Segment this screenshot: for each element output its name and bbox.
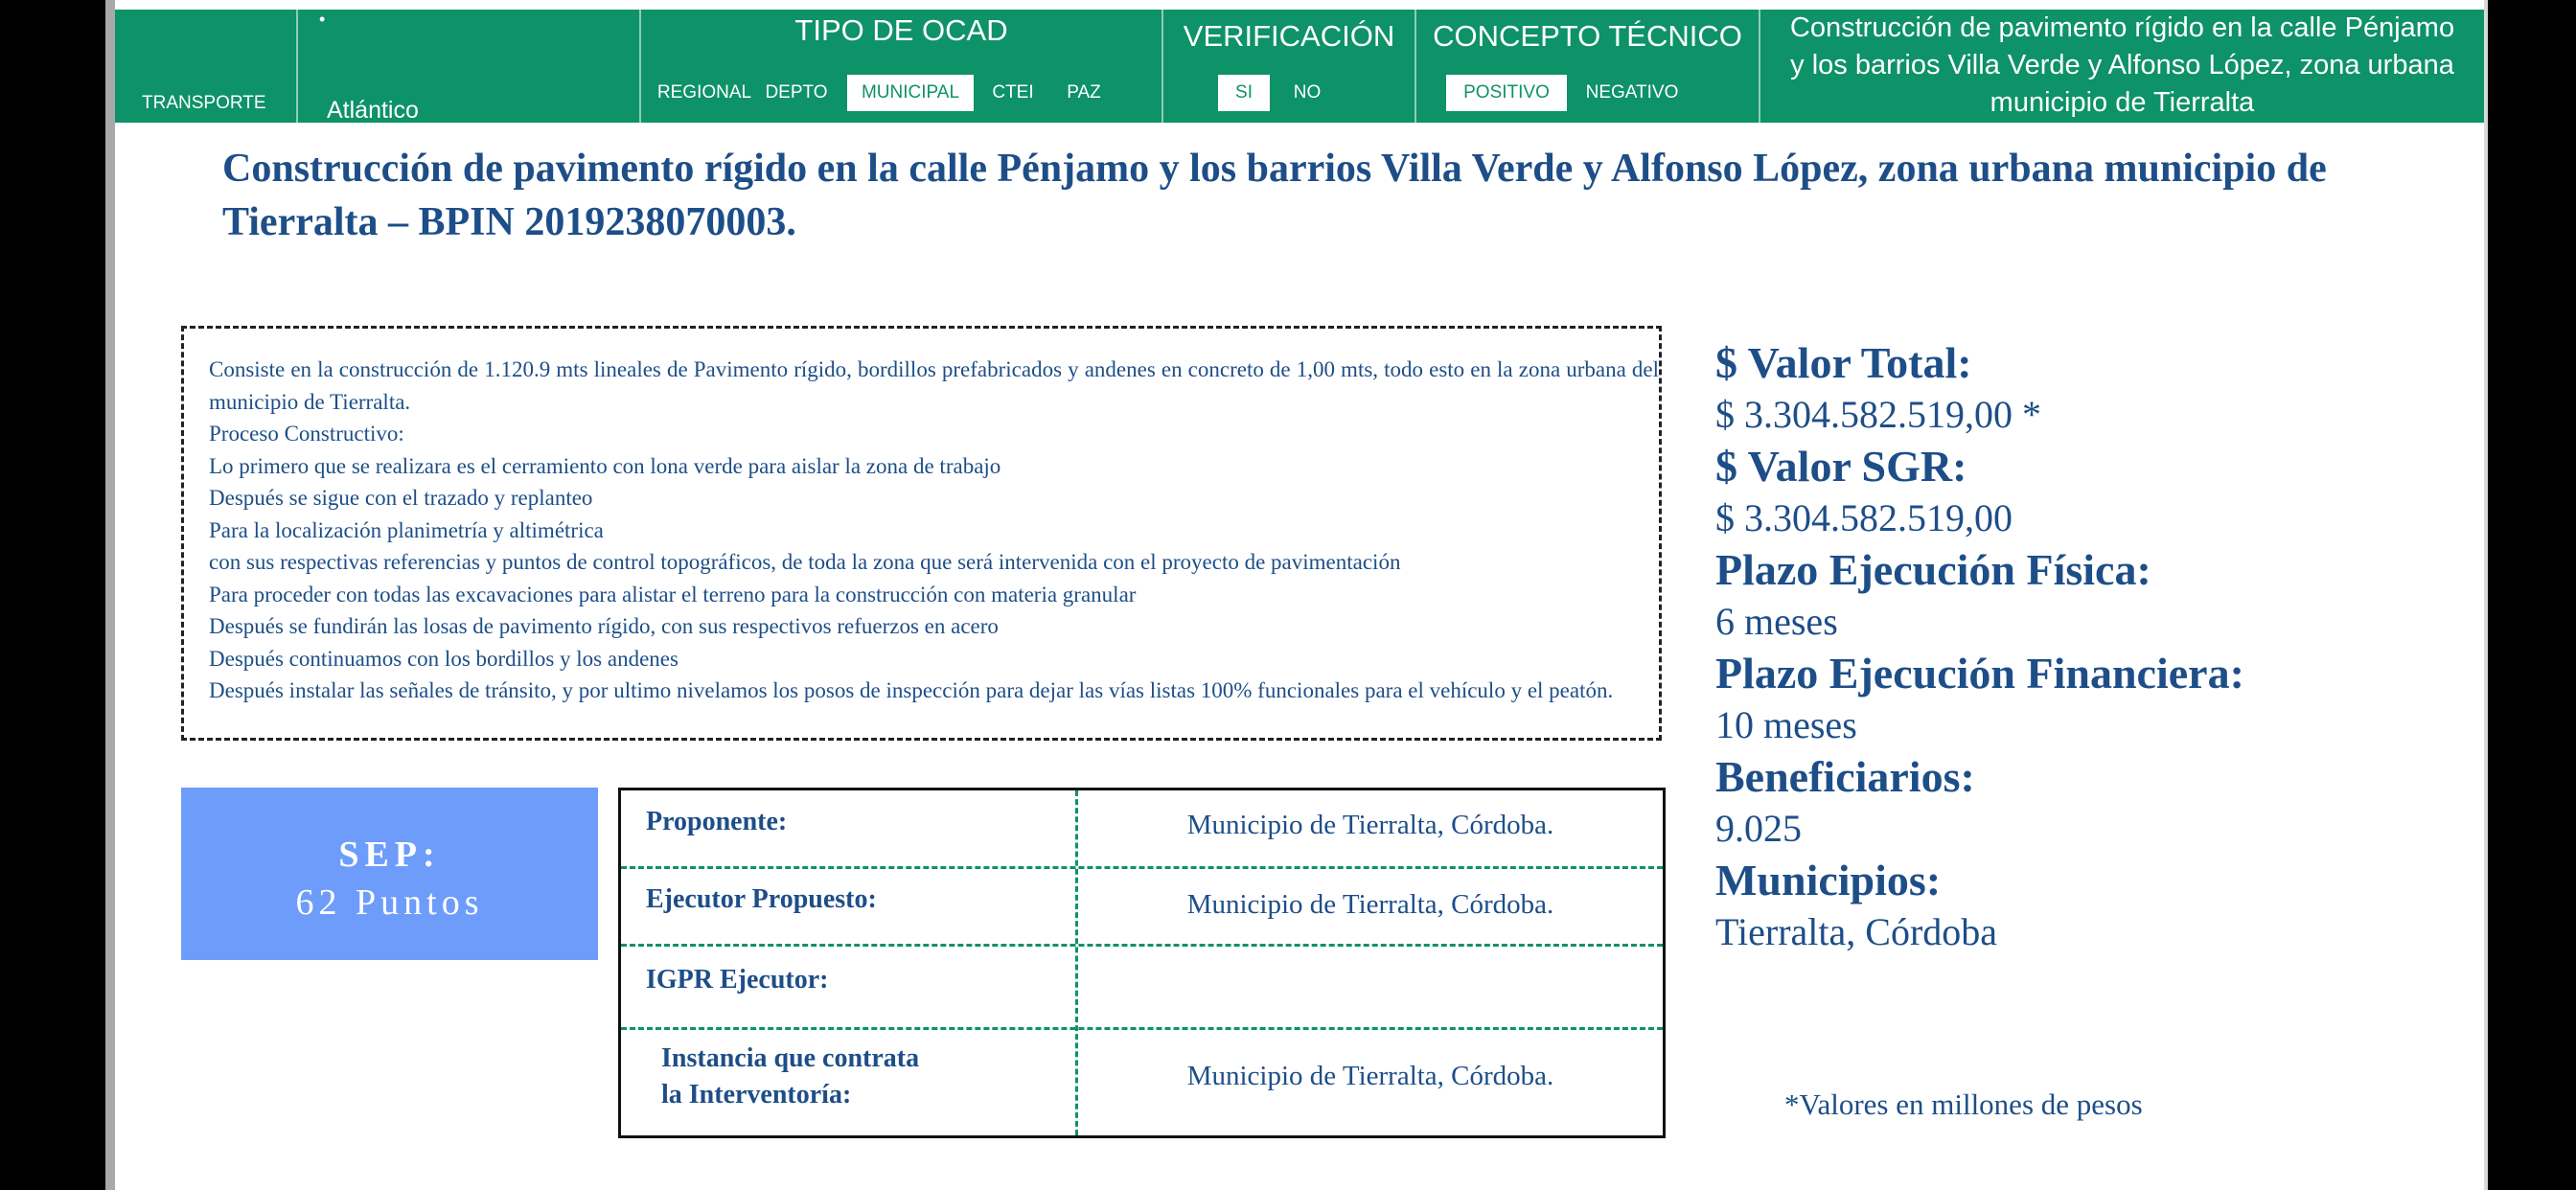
verificacion-option-no[interactable]: NO	[1293, 82, 1322, 103]
verificacion-option-si[interactable]: SI	[1218, 75, 1270, 111]
plazo-fisica-label: Plazo Ejecución Física:	[1715, 545, 2151, 594]
sep-score-box	[181, 788, 598, 960]
department-cell	[298, 10, 641, 123]
proponente-value: Municipio de Tierralta, Córdoba.	[1186, 810, 1554, 840]
description-paragraph: Para la localización planimetría y altimétrica	[209, 517, 604, 542]
plazo-financiera-label: Plazo Ejecución Financiera:	[1715, 649, 2244, 698]
valor-sgr-label: $ Valor SGR:	[1715, 442, 1967, 491]
plazo-financiera-value: 10 meses	[1715, 703, 1857, 746]
right-window-border	[2484, 0, 2488, 1190]
description-paragraph: Para proceder con todas las excavaciones para alistar el terreno para la construcción con materia granular	[209, 582, 1137, 606]
description-paragraph: Consiste en la construcción de 1.120.9 mts lineales de Pavimento rígido, bordillos prefabricados y andenes en concreto de 1,00 mts, todo esto en la zona urbana del municipio de Tierralta.	[209, 357, 1659, 414]
values-footnote: *Valores en millones de pesos	[1784, 1087, 2143, 1121]
tipo-ocad-option-ctei[interactable]: CTEI	[992, 82, 1034, 103]
concepto-title: CONCEPTO TÉCNICO	[1433, 19, 1742, 53]
left-window-border	[105, 0, 115, 1190]
instancia-label-line2: la Interventoría:	[661, 1080, 852, 1110]
header-bar	[115, 10, 2484, 123]
verificacion-title: VERIFICACIÓN	[1183, 19, 1395, 53]
details-table	[618, 788, 1666, 1138]
concepto-cell	[1416, 10, 1760, 123]
instancia-value: Municipio de Tierralta, Córdoba.	[1186, 1061, 1554, 1091]
verificacion-cell	[1163, 10, 1416, 123]
description-paragraph: Después instalar las señales de tránsito, y por ultimo nivelamos los posos de inspección para dejar las vías listas 100% funcionales para el vehículo y el peatón.	[209, 678, 1614, 702]
sector-label: TRANSPORTE	[142, 93, 266, 113]
valor-total-label: $ Valor Total:	[1715, 338, 1972, 387]
page-title: Construcción de pavimento rígido en la calle Pénjamo y los barrios Villa Verde y Alfonso López, zona urbana municipio de Tierralta – BPIN 2019238070003.	[222, 147, 2327, 244]
department-label: Atlántico	[327, 97, 419, 124]
municipios-label: Municipios:	[1715, 856, 1942, 904]
tipo-ocad-option-municipal[interactable]: MUNICIPAL	[847, 75, 974, 111]
description-paragraph: Después se sigue con el trazado y replanteo	[209, 486, 593, 510]
valor-sgr-value: $ 3.304.582.519,00	[1715, 496, 2012, 539]
description-paragraph: Después continuamos con los bordillos y los andenes	[209, 646, 678, 671]
table-row-divider	[621, 944, 1663, 947]
tipo-ocad-option-regional[interactable]: REGIONAL	[656, 82, 752, 103]
beneficiarios-label: Beneficiarios:	[1715, 752, 1975, 801]
tipo-ocad-cell	[641, 10, 1163, 123]
valor-total-value: $ 3.304.582.519,00 *	[1715, 393, 2041, 436]
sep-label: SEP:	[338, 835, 441, 875]
sep-value: 62 Puntos	[295, 882, 484, 923]
project-description	[181, 326, 1662, 741]
description-paragraph: Proceso Constructivo:	[209, 422, 404, 446]
instancia-label-line1: Instancia que contrata	[661, 1043, 920, 1073]
slide	[115, 0, 2484, 1190]
municipios-value: Tierralta, Córdoba	[1715, 910, 1998, 953]
tipo-ocad-title: TIPO DE OCAD	[794, 13, 1008, 47]
table-row-divider	[621, 866, 1663, 869]
beneficiarios-value: 9.025	[1715, 807, 1802, 850]
concepto-option-negativo[interactable]: NEGATIVO	[1585, 82, 1679, 103]
project-short-title: Construcción de pavimento rígido en la calle Pénjamo y los barrios Villa Verde y Alfonso López, zona urbana municipio de Tierralta	[1789, 12, 2455, 118]
table-row-divider	[621, 1027, 1663, 1030]
ejecutor-value: Municipio de Tierralta, Córdoba.	[1186, 889, 1554, 920]
proponente-label: Proponente:	[646, 807, 788, 836]
project-short-cell	[1760, 10, 2484, 123]
plazo-fisica-value: 6 meses	[1715, 600, 1838, 643]
description-paragraph: Lo primero que se realizara es el cerramiento con lona verde para aislar la zona de trabajo	[209, 453, 1001, 478]
tipo-ocad-option-depto[interactable]: DEPTO	[765, 82, 828, 103]
bullet-mark: •	[319, 10, 326, 29]
description-paragraph: con sus respectivas referencias y puntos de control topográficos, de toda la zona que será intervenida con el proyecto de pavimentación	[209, 550, 1401, 574]
igpr-label: IGPR Ejecutor:	[646, 965, 829, 995]
concepto-option-positivo[interactable]: POSITIVO	[1446, 75, 1567, 111]
tipo-ocad-option-paz[interactable]: PAZ	[1067, 82, 1101, 103]
summary-panel	[1715, 337, 2386, 958]
description-paragraph: Después se fundirán las losas de pavimento rígido, con sus respectivos refuerzos en acero	[209, 614, 999, 638]
ejecutor-label: Ejecutor Propuesto:	[646, 884, 877, 914]
sector-cell	[115, 10, 298, 123]
